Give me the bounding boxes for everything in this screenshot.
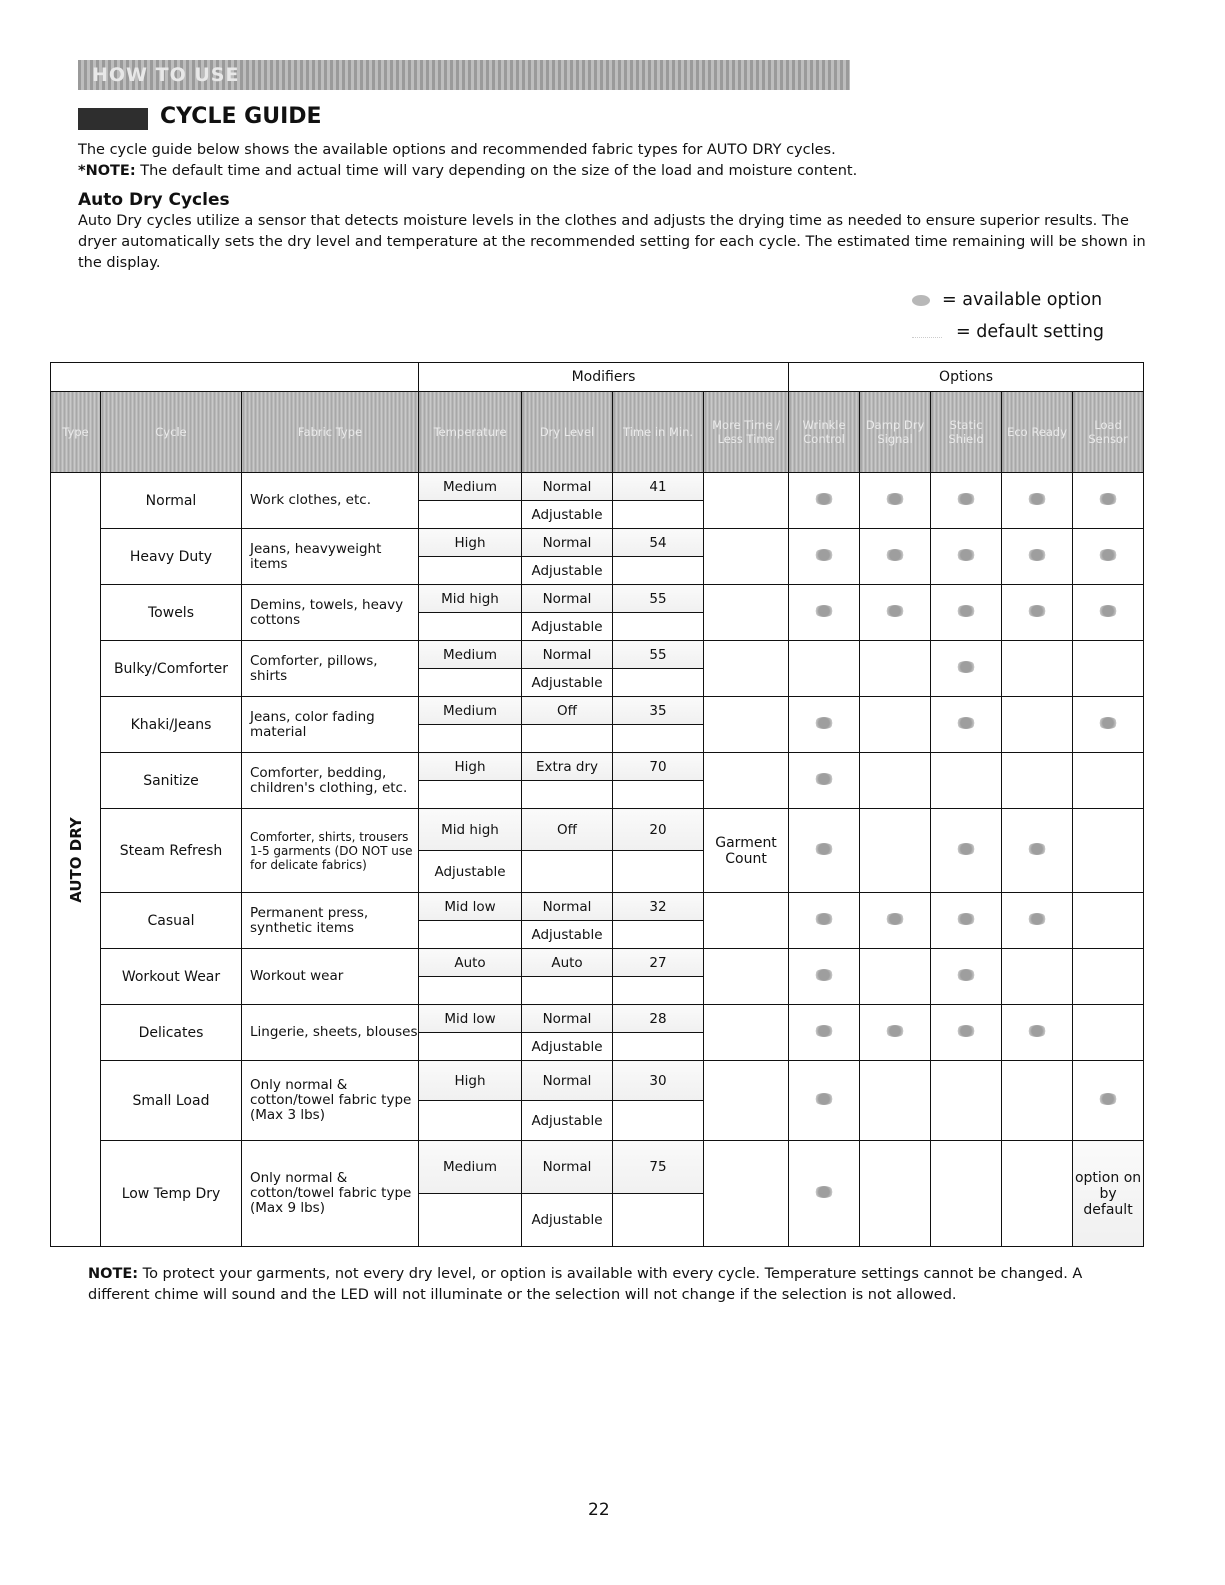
time-in-min: 35 xyxy=(613,697,704,725)
more-less-time xyxy=(704,893,789,949)
temperature-default: High xyxy=(419,1061,522,1101)
option-cell xyxy=(1073,893,1144,949)
time-in-min: 54 xyxy=(613,529,704,557)
cycle-name: Casual xyxy=(101,893,242,949)
available-option-icon xyxy=(1098,549,1118,561)
more-less-time xyxy=(704,585,789,641)
option-cell xyxy=(789,1141,860,1247)
available-option-icon xyxy=(1098,717,1118,729)
fabric-type: Comforter, shirts, trousers 1-5 garments (DO NOT use for delicate fabrics) xyxy=(242,809,419,893)
temperature-default: Medium xyxy=(419,1141,522,1194)
available-option-icon xyxy=(814,549,834,561)
option-cell xyxy=(1073,809,1144,893)
column-header: Damp Dry Signal xyxy=(860,392,931,473)
available-option-icon xyxy=(1027,1025,1047,1037)
available-option-icon xyxy=(956,549,976,561)
temperature-adjust xyxy=(419,781,522,809)
option-cell xyxy=(1073,585,1144,641)
option-cell xyxy=(1073,697,1144,753)
time-blank xyxy=(613,501,704,529)
fabric-type: Lingerie, sheets, blouses xyxy=(242,1005,419,1061)
option-cell xyxy=(860,1141,931,1247)
option-cell xyxy=(860,473,931,529)
option-cell xyxy=(860,893,931,949)
available-option-icon xyxy=(814,605,834,617)
fabric-type: Only normal & cotton/towel fabric type (Max 3 lbs) xyxy=(242,1061,419,1141)
option-cell xyxy=(1002,585,1073,641)
table-row xyxy=(51,585,1144,613)
more-less-time xyxy=(704,641,789,697)
option-cell xyxy=(789,585,860,641)
available-option-icon xyxy=(956,717,976,729)
fabric-type: Comforter, pillows, shirts xyxy=(242,641,419,697)
available-option-icon xyxy=(814,913,834,925)
option-cell xyxy=(1002,473,1073,529)
time-in-min: 27 xyxy=(613,949,704,977)
more-less-time xyxy=(704,753,789,809)
time-blank xyxy=(613,1194,704,1247)
table-row xyxy=(51,1061,1144,1101)
available-option-icon xyxy=(956,1025,976,1037)
intro-note xyxy=(78,161,1148,182)
table-row xyxy=(51,473,1144,501)
page-number: 22 xyxy=(588,1500,610,1520)
temperature-default: Mid low xyxy=(419,893,522,921)
temperature-adjust: Adjustable xyxy=(419,851,522,893)
time-blank xyxy=(613,1101,704,1141)
option-cell xyxy=(1002,1061,1073,1141)
option-cell xyxy=(860,753,931,809)
fabric-type: Only normal & cotton/towel fabric type (Max 9 lbs) xyxy=(242,1141,419,1247)
option-cell xyxy=(860,585,931,641)
available-option-icon xyxy=(956,913,976,925)
time-in-min: 41 xyxy=(613,473,704,501)
dry-level-adjust: Adjustable xyxy=(522,501,613,529)
dry-level-default: Off xyxy=(522,809,613,851)
available-option-icon xyxy=(814,1186,834,1198)
option-cell xyxy=(1002,893,1073,949)
available-option-icon xyxy=(814,1093,834,1105)
time-blank xyxy=(613,977,704,1005)
table-group-header xyxy=(51,363,1144,392)
more-less-time: Garment Count xyxy=(704,809,789,893)
temperature-default: Mid high xyxy=(419,585,522,613)
available-option-icon xyxy=(1098,605,1118,617)
option-default-text: option on by default xyxy=(1074,1169,1142,1218)
bottom-note-text: To protect your garments, not every dry level, or option is available with every cycle. Temperature settings cannot be changed. A different chime will sound and the LED will not illuminate or the selection will not change if the selection is not allowed. xyxy=(88,1266,1083,1303)
available-option-icon xyxy=(956,493,976,505)
bottom-note xyxy=(88,1264,1148,1306)
option-cell xyxy=(931,473,1002,529)
more-less-time xyxy=(704,1141,789,1247)
temperature-adjust xyxy=(419,613,522,641)
cycle-name: Sanitize xyxy=(101,753,242,809)
heading-block xyxy=(78,108,148,130)
column-header: Cycle xyxy=(101,392,242,473)
intro xyxy=(78,140,1148,182)
legend xyxy=(912,288,1104,352)
available-option-icon xyxy=(814,773,834,785)
temperature-default: Mid low xyxy=(419,1005,522,1033)
temperature-default: Mid high xyxy=(419,809,522,851)
time-blank xyxy=(613,557,704,585)
time-blank xyxy=(613,851,704,893)
table-row xyxy=(51,809,1144,851)
table-row xyxy=(51,697,1144,725)
fabric-type: Jeans, heavyweight items xyxy=(242,529,419,585)
temperature-adjust xyxy=(419,1101,522,1141)
table-row xyxy=(51,893,1144,921)
column-header: Static Shield xyxy=(931,392,1002,473)
column-header: Time in Min. xyxy=(613,392,704,473)
available-option-icon xyxy=(814,843,834,855)
option-cell xyxy=(1002,529,1073,585)
temperature-adjust xyxy=(419,725,522,753)
column-header: Dry Level xyxy=(522,392,613,473)
option-cell xyxy=(789,893,860,949)
option-cell xyxy=(1073,949,1144,1005)
option-default-cell xyxy=(1073,1141,1144,1247)
available-option-icon xyxy=(1027,843,1047,855)
more-less-time xyxy=(704,1005,789,1061)
time-blank xyxy=(613,669,704,697)
type-label: AUTO DRY xyxy=(66,816,85,903)
temperature-default: Medium xyxy=(419,697,522,725)
column-header: Fabric Type xyxy=(242,392,419,473)
dry-level-adjust xyxy=(522,725,613,753)
time-in-min: 30 xyxy=(613,1061,704,1101)
legend-default xyxy=(912,320,1104,352)
intro-line: The cycle guide below shows the available options and recommended fabric types for AUTO DRY cycles. xyxy=(78,142,836,158)
dry-level-adjust: Adjustable xyxy=(522,1194,613,1247)
option-cell xyxy=(931,893,1002,949)
option-cell xyxy=(931,753,1002,809)
cycle-guide-table xyxy=(50,362,1144,1247)
legend-available-text: = available option xyxy=(942,290,1103,310)
available-option-icon xyxy=(1027,493,1047,505)
option-cell xyxy=(1002,949,1073,1005)
column-header: Wrinkle Control xyxy=(789,392,860,473)
option-cell xyxy=(1002,697,1073,753)
available-option-icon xyxy=(814,1025,834,1037)
available-option-icon xyxy=(956,661,976,673)
option-cell xyxy=(1002,1005,1073,1061)
temperature-adjust xyxy=(419,669,522,697)
available-option-icon xyxy=(956,843,976,855)
option-cell xyxy=(789,473,860,529)
dry-level-adjust: Adjustable xyxy=(522,921,613,949)
fabric-type: Jeans, color fading material xyxy=(242,697,419,753)
column-header: Load Sensor xyxy=(1073,392,1144,473)
option-cell xyxy=(1002,641,1073,697)
cycle-name: Delicates xyxy=(101,1005,242,1061)
option-cell xyxy=(1002,753,1073,809)
cycle-name: Small Load xyxy=(101,1061,242,1141)
temperature-default: Auto xyxy=(419,949,522,977)
time-blank xyxy=(613,921,704,949)
dry-level-default: Extra dry xyxy=(522,753,613,781)
cycle-name: Heavy Duty xyxy=(101,529,242,585)
column-header: More Time / Less Time xyxy=(704,392,789,473)
group-modifiers: Modifiers xyxy=(419,363,789,392)
fabric-type: Work clothes, etc. xyxy=(242,473,419,529)
time-in-min: 20 xyxy=(613,809,704,851)
legend-default-text: = default setting xyxy=(956,322,1105,342)
cycle-name: Towels xyxy=(101,585,242,641)
available-option-icon xyxy=(956,605,976,617)
option-cell xyxy=(931,809,1002,893)
option-cell xyxy=(931,697,1002,753)
time-blank xyxy=(613,781,704,809)
dry-level-adjust xyxy=(522,781,613,809)
column-header: Type xyxy=(51,392,101,473)
time-in-min: 32 xyxy=(613,893,704,921)
option-cell xyxy=(1073,753,1144,809)
available-option-icon xyxy=(814,717,834,729)
more-less-time xyxy=(704,529,789,585)
temperature-default: Medium xyxy=(419,641,522,669)
option-cell xyxy=(1073,529,1144,585)
dry-level-adjust xyxy=(522,977,613,1005)
dry-level-default: Normal xyxy=(522,1005,613,1033)
auto-dry-heading: Auto Dry Cycles xyxy=(78,190,230,210)
available-option-icon xyxy=(885,913,905,925)
temperature-adjust xyxy=(419,557,522,585)
option-cell xyxy=(860,697,931,753)
dry-level-adjust: Adjustable xyxy=(522,557,613,585)
available-dot-icon xyxy=(912,295,930,306)
more-less-time xyxy=(704,1061,789,1141)
option-cell xyxy=(931,1141,1002,1247)
cycle-name: Normal xyxy=(101,473,242,529)
dry-level-default: Off xyxy=(522,697,613,725)
temperature-default: Medium xyxy=(419,473,522,501)
temperature-default: High xyxy=(419,529,522,557)
dry-level-default: Normal xyxy=(522,473,613,501)
banner-label: HOW TO USE xyxy=(92,64,240,86)
option-cell xyxy=(860,529,931,585)
option-cell xyxy=(1002,1141,1073,1247)
table-row xyxy=(51,529,1144,557)
bottom-note-label: NOTE: xyxy=(88,1266,139,1282)
fabric-type: Comforter, bedding, children's clothing, etc. xyxy=(242,753,419,809)
auto-dry-description: Auto Dry cycles utilize a sensor that detects moisture levels in the clothes and adjusts the drying time as needed to ensure superior results. The dryer automatically sets the dry level and temperature at the recommended setting for each cycle. The estimated time remaining will be shown in the display. xyxy=(78,213,1146,271)
section-banner xyxy=(78,60,850,90)
cycle-name: Steam Refresh xyxy=(101,809,242,893)
intro-note-label: *NOTE: xyxy=(78,163,136,179)
fabric-type: Permanent press, synthetic items xyxy=(242,893,419,949)
table-column-header xyxy=(51,392,1144,473)
dry-level-adjust: Adjustable xyxy=(522,1033,613,1061)
option-cell xyxy=(931,1005,1002,1061)
dry-level-adjust xyxy=(522,851,613,893)
available-option-icon xyxy=(1027,913,1047,925)
dry-level-default: Auto xyxy=(522,949,613,977)
fabric-type: Demins, towels, heavy cottons xyxy=(242,585,419,641)
table-row xyxy=(51,753,1144,781)
dry-level-default: Normal xyxy=(522,585,613,613)
time-in-min: 75 xyxy=(613,1141,704,1194)
dry-level-adjust: Adjustable xyxy=(522,669,613,697)
available-option-icon xyxy=(885,549,905,561)
option-cell xyxy=(860,809,931,893)
time-blank xyxy=(613,613,704,641)
option-cell xyxy=(1073,473,1144,529)
group-blank xyxy=(51,363,419,392)
option-cell xyxy=(931,1061,1002,1141)
legend-available xyxy=(912,288,1104,320)
time-blank xyxy=(613,725,704,753)
option-cell xyxy=(860,1061,931,1141)
dry-level-default: Normal xyxy=(522,529,613,557)
cycle-name: Workout Wear xyxy=(101,949,242,1005)
temperature-adjust xyxy=(419,1033,522,1061)
more-less-time xyxy=(704,697,789,753)
available-option-icon xyxy=(814,969,834,981)
option-cell xyxy=(931,529,1002,585)
option-cell xyxy=(789,809,860,893)
time-in-min: 55 xyxy=(613,585,704,613)
option-cell xyxy=(1073,1061,1144,1141)
time-in-min: 70 xyxy=(613,753,704,781)
column-header: Temperature xyxy=(419,392,522,473)
time-blank xyxy=(613,1033,704,1061)
cycle-name: Khaki/Jeans xyxy=(101,697,242,753)
dry-level-default: Normal xyxy=(522,893,613,921)
table-row xyxy=(51,641,1144,669)
option-cell xyxy=(931,641,1002,697)
option-cell xyxy=(789,697,860,753)
temperature-adjust xyxy=(419,1194,522,1247)
temperature-default: High xyxy=(419,753,522,781)
temperature-adjust xyxy=(419,501,522,529)
option-cell xyxy=(931,949,1002,1005)
time-in-min: 28 xyxy=(613,1005,704,1033)
fabric-type: Workout wear xyxy=(242,949,419,1005)
option-cell xyxy=(789,1061,860,1141)
available-option-icon xyxy=(956,969,976,981)
option-cell xyxy=(789,753,860,809)
group-options: Options xyxy=(789,363,1144,392)
dry-level-default: Normal xyxy=(522,1061,613,1101)
option-cell xyxy=(789,949,860,1005)
option-cell xyxy=(860,949,931,1005)
table-row xyxy=(51,1141,1144,1194)
table-row xyxy=(51,949,1144,977)
page-title: CYCLE GUIDE xyxy=(160,104,322,129)
cycle-name: Low Temp Dry xyxy=(101,1141,242,1247)
available-option-icon xyxy=(1098,493,1118,505)
option-cell xyxy=(860,641,931,697)
available-option-icon xyxy=(885,493,905,505)
available-option-icon xyxy=(885,1025,905,1037)
available-option-icon xyxy=(1027,549,1047,561)
more-less-time xyxy=(704,949,789,1005)
cycle-name: Bulky/Comforter xyxy=(101,641,242,697)
option-cell xyxy=(860,1005,931,1061)
option-cell xyxy=(1073,1005,1144,1061)
more-less-time xyxy=(704,473,789,529)
intro-note-text: The default time and actual time will vary depending on the size of the load and moisture content. xyxy=(135,163,858,179)
option-cell xyxy=(789,1005,860,1061)
dry-level-adjust: Adjustable xyxy=(522,1101,613,1141)
time-in-min: 55 xyxy=(613,641,704,669)
available-option-icon xyxy=(1098,1093,1118,1105)
type-cell xyxy=(51,473,101,1247)
available-option-icon xyxy=(814,493,834,505)
option-cell xyxy=(1002,809,1073,893)
option-cell xyxy=(1073,641,1144,697)
option-cell xyxy=(789,529,860,585)
available-option-icon xyxy=(885,605,905,617)
temperature-adjust xyxy=(419,921,522,949)
dry-level-default: Normal xyxy=(522,1141,613,1194)
default-swatch-icon xyxy=(912,326,942,338)
dry-level-adjust: Adjustable xyxy=(522,613,613,641)
column-header: Eco Ready xyxy=(1002,392,1073,473)
dry-level-default: Normal xyxy=(522,641,613,669)
table-row xyxy=(51,1005,1144,1033)
option-cell xyxy=(789,641,860,697)
available-option-icon xyxy=(1027,605,1047,617)
temperature-adjust xyxy=(419,977,522,1005)
option-cell xyxy=(931,585,1002,641)
